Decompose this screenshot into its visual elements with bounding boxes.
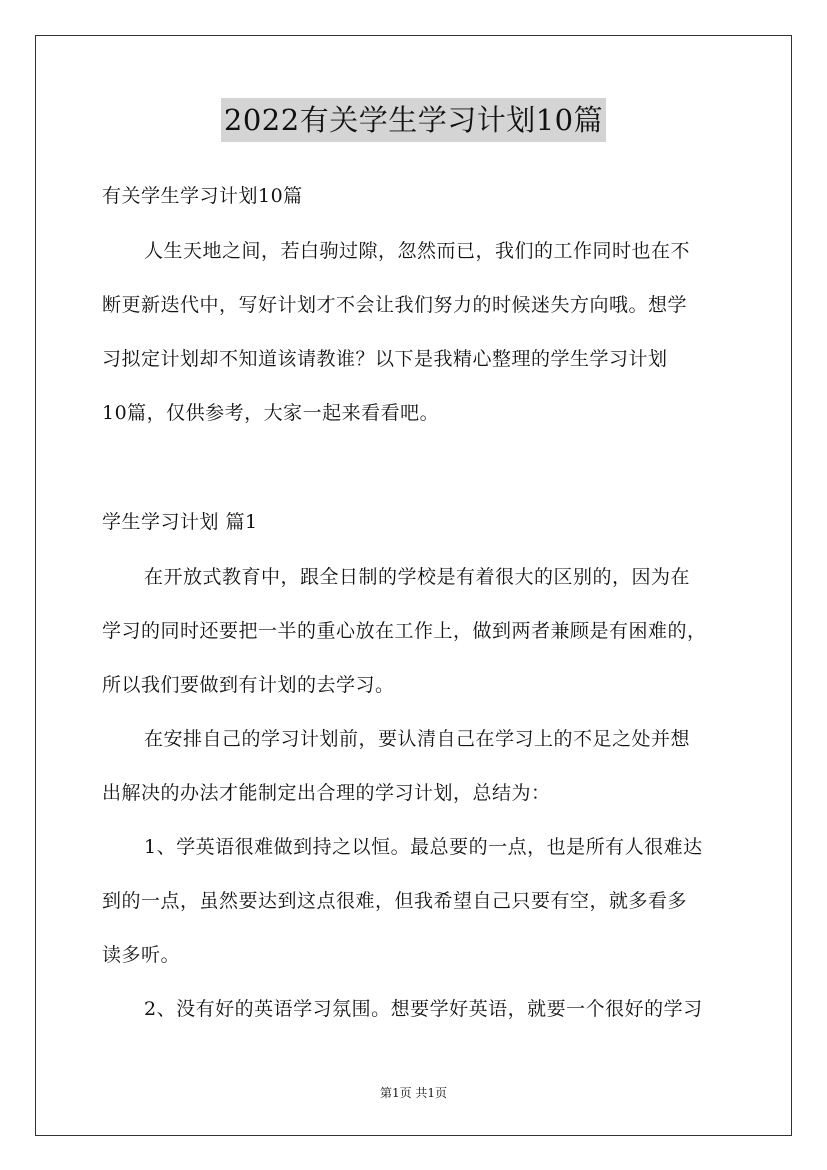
intro-line: 10篇，仅供参考，大家一起来看看吧。: [102, 402, 440, 424]
paragraph-line: 出解决的办法才能制定出合理的学习计划，总结为：: [102, 782, 551, 804]
section-heading: 学生学习计划 篇1: [102, 511, 258, 533]
page-footer: 第1页 共1页: [379, 1086, 448, 1100]
intro-line: 人生天地之间，若白驹过隙，忽然而已，我们的工作同时也在不: [144, 240, 691, 262]
paragraph-line: 在开放式教育中，跟全日制的学校是有着很大的区别的，因为在: [144, 566, 691, 588]
paragraph-line: 读多听。: [102, 944, 181, 966]
paragraph-line: 1、学英语很难做到持之以恒。最总要的一点，也是所有人很难达: [144, 836, 703, 858]
paragraph-line: 学习的同时还要把一半的重心放在工作上，做到两者兼顾是有困难的，: [102, 620, 707, 642]
intro-line: 习拟定计划却不知道该请教谁？以下是我精心整理的学生学习计划: [102, 348, 668, 370]
title-container: [0, 98, 827, 142]
paragraph-line: 到的一点，虽然要达到这点很难，但我希望自己只要有空，就多看多: [102, 890, 688, 912]
document-subtitle: 有关学生学习计划10篇: [102, 185, 303, 207]
paragraph-line: 2、没有好的英语学习氛围。想要学好英语，就要一个很好的学习: [144, 998, 703, 1020]
paragraph-line: 所以我们要做到有计划的去学习。: [102, 674, 395, 696]
intro-line: 断更新迭代中，写好计划才不会让我们努力的时候迷失方向哦。想学: [102, 294, 688, 316]
paragraph-line: 在安排自己的学习计划前，要认清自己在学习上的不足之处并想: [144, 728, 691, 750]
document-title: 2022有关学生学习计划10篇: [221, 98, 606, 142]
